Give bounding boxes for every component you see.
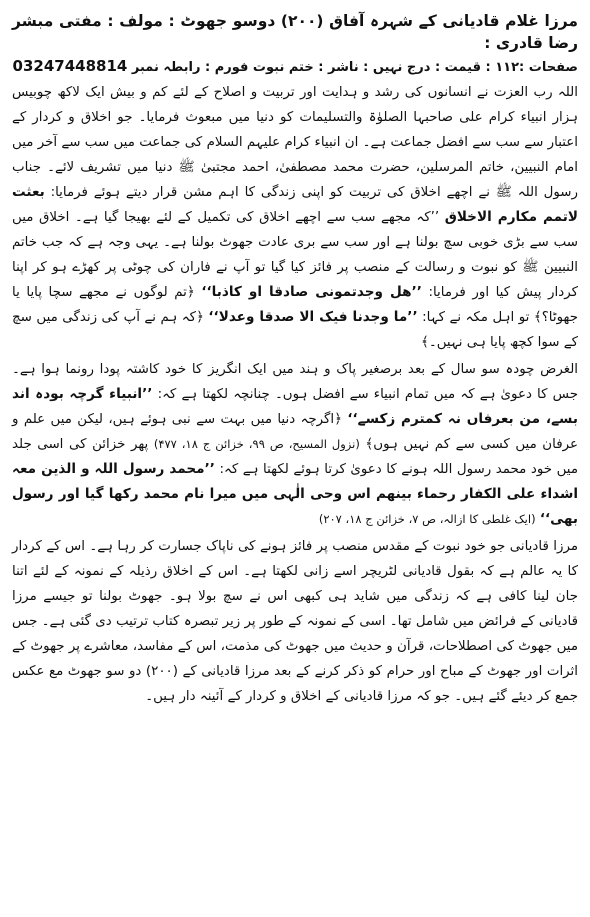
intro-text-a: اللہ رب العزت نے انسانوں کی رشد و ہدایت اور تربیت و اصلاح کے لئے کم و بیش ایک لاکھ چوبیس ہزار انبیاء کرام علی صاحبہا الصلوٰۃ والتسلیمات کو دنیا میں مبعوث فرمایا۔ جو اخلاق و کردار کے اعتبار سے سب سے افضل جماعت ہے۔ ان انبیاء کرام علیہم السلام کی جماعت میں سب سے آخر میں امام النبیین، خاتم المرسلین، حضرت محمد مصطفیٰ، احمد مجتبیٰ ﷺ دنیا میں تشریف لائے۔ جناب رسول اللہ ﷺ نے اچھے اخلاق کی تربیت کو اپنی زندگی کا اہم مشن قرار دیتے ہوئے فرمایا: (12, 85, 578, 200)
paragraph-intro (12, 80, 578, 355)
intro-text-b: ’’کہ مجھے سب سے اچھے اخلاق کی تکمیل کے لئے بھیجا گیا ہے۔ اخلاق میں سب سے بڑی خوبی سچ بولنا ہے اور سب سے بری عادت جھوٹ بولنا ہے۔ یہی وجہ ہے کہ جب خاتم النبیین ﷺ کو نبوت و رسالت کے منصب پر فائز کیا گیا تو آپ نے فاران کی چوٹی پر کھڑے ہو کر اپنا کردار پیش کیا اور فرمایا: (12, 210, 578, 300)
persian-quote: ’’انبیاء گرچہ بودہ اند بسے، من بعرفاں نہ کمترم زکسے‘‘ (12, 386, 578, 427)
arabic-hadith-1: بعثت لاتمم مکارم الاخلاق (12, 184, 578, 225)
book-meta-text: صفحات :۱۱۲ : قیمت : درج نہیں : ناشر : ختم نبوت فورم : رابطہ نمبر (131, 60, 578, 75)
conclusion-text: مرزا قادیانی جو خود نبوت کے مقدس منصب پر فائز ہونے کی ناپاک جسارت کر رہا ہے۔ اس کے کردار کا یہ عالم ہے کہ بقول قادیانی لٹریچر اسے زانی لکھتا ہے۔ اس کے اخلاق رذیلہ کے نمونہ کے لئے اتنا جان لینا کافی ہے کہ زندگی میں شاید ہی کبھی اس نے سچ بولا ہو۔ جھوٹ بولنا تو جیسے مرزا قادیانی کے فرائض میں شامل تھا۔ اسی کے نمونہ کے طور پر زیر تبصرہ کتاب ترتیب دی گئی ہے۔ جس میں جھوٹ کی اصطلاحات، قرآن و حدیث میں جھوٹ کی مذمت، اس کے مفاسد، معاشرے پر جھوٹ کے اثرات اور جھوٹ کے مباح اور حرام کو ذکر کرنے کے بعد مرزا قادیانی کے (۲۰۰) دو سو جھوٹ مع عکس جمع کر دیئے گئے ہیں۔ جو کہ مرزا قادیانی کے اخلاق و کردار کے آئینہ دار ہیں۔ (12, 539, 579, 704)
paragraph-conclusion (12, 534, 578, 709)
claims-text-a: الغرض چودہ سو سال کے بعد برصغیر پاک و ہند میں ایک انگریز کا خود کاشتہ پودا رونما ہوا ہے۔ جس کا دعویٰ ہے کہ میں تمام انبیاء سے افضل ہوں۔ چنانچہ لکھتا ہے کہ: (12, 362, 579, 402)
claims-text-c: پھر خزائن کی اسی جلد میں خود محمد رسول اللہ ہونے کا دعویٰ کرتا ہوئے لکھتا ہے کہ: (12, 437, 578, 477)
contact-phone: 03247448814 (12, 57, 128, 75)
arabic-hadith-2: ’’ھل وجدتمونی صادقا او کاذبا‘‘ (201, 284, 422, 300)
reference-2: (ایک غلطی کا ازالہ، ص ۷، خزائن ج ۱۸، ۲۰۷) (318, 512, 536, 526)
intro-text-c: ﴿تم لوگوں نے مجھے سچا پایا یا جھوٹا؟﴾ تو اہل مکہ نے کہا: (12, 285, 578, 325)
reference-1: (نزول المسیح، ص ۹۹، خزائن ج ۱۸، ۴۷۷) (153, 437, 360, 451)
arabic-hadith-3: ’’ما وجدنا فیک الا صدقا وعدلا‘‘ (208, 309, 418, 325)
intro-text-d: ﴿کہ ہم نے آپ کی زندگی میں سچ کے سوا کچھ پایا ہی نہیں۔﴾ (12, 310, 578, 350)
arabic-verse: ’’محمد رسول اللہ و الذین معہ اشداء علی الکفار رحماء بینھم اس وحی الٰہی میں میرا نام محمد رکھا گیا اور رسول بھی‘‘ (12, 461, 578, 527)
claims-text-b: ﴿اگرچہ دنیا میں بہت سے نبی ہوئے ہیں، لیکن میں علم و عرفان میں کسی سے کم نہیں ہوں﴾ (12, 412, 578, 452)
book-meta (12, 56, 578, 78)
paragraph-claims (12, 357, 578, 532)
review-title: مرزا غلام قادیانی کے شہرہ آفاق (۲۰۰) دوسو جھوٹ : مولف : مفتی مبشر رضا قادری : (12, 12, 578, 52)
